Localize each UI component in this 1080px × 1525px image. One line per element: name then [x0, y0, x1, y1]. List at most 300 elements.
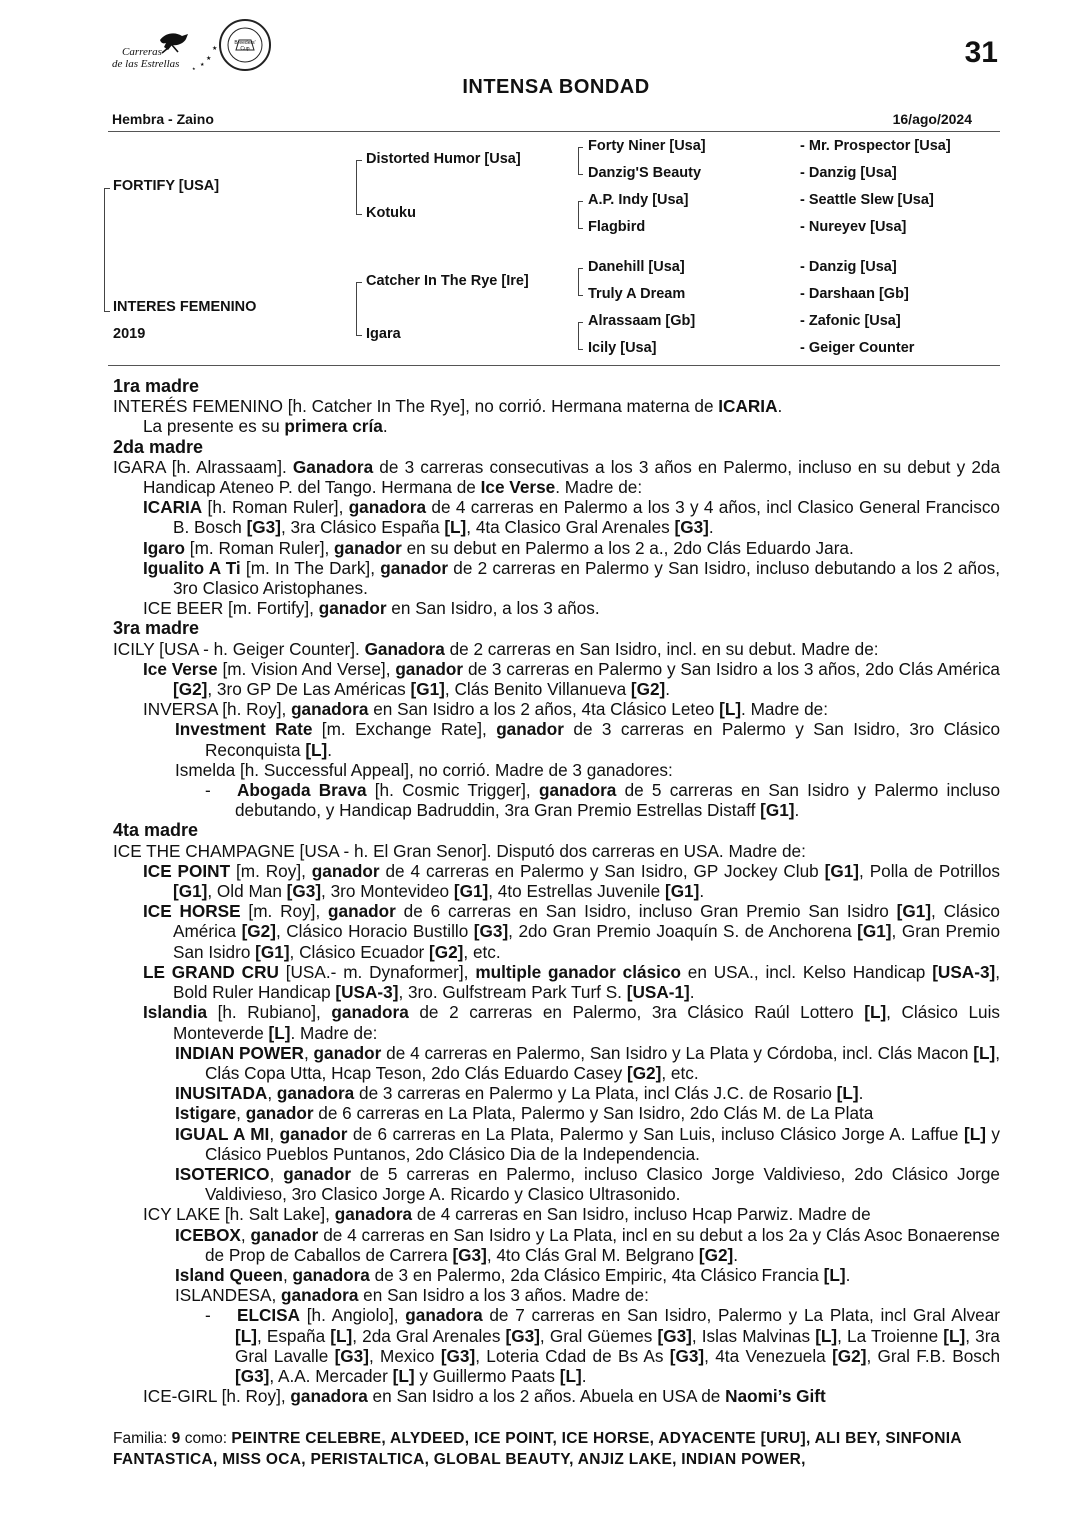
pedigree-dam: INTERES FEMENINO — [113, 299, 257, 315]
text-run: [L] — [836, 1083, 859, 1104]
entry-investment-rate — [113, 719, 1000, 759]
pedigree-line — [356, 282, 357, 335]
text-run: de 2 carreras en Palermo y San Isidro, incluso debutando a los 2 años, 3ro Clasico Aristophanes. — [173, 557, 1001, 599]
text-run: , A.A. Mercader — [269, 1365, 393, 1386]
entry-icy-lake — [113, 1204, 1000, 1224]
pedigree-line — [356, 335, 362, 336]
text-run: de 3 carreras consecutivas a los 3 años en Palermo, incluso en su debut y 2da Handicap Ateneo P. del Tango. Hermana de — [143, 456, 1000, 498]
pedigree-line — [104, 188, 105, 312]
text-run: - — [205, 1305, 211, 1326]
text-run: . — [708, 517, 714, 538]
pedigree-line — [578, 349, 583, 350]
text-run: [h. Rubiano], — [207, 1002, 332, 1023]
text-run: [G1] — [896, 901, 932, 922]
text-run: [L] — [943, 1325, 966, 1346]
pedigree-line — [356, 282, 362, 283]
text-run: [USA-1] — [626, 982, 690, 1003]
text-run: [m. Roy], — [240, 901, 329, 922]
text-run: [USA.- m. Dynaformer], — [278, 961, 476, 982]
entry-istigare — [113, 1103, 1000, 1123]
text-run: Naomi’s Gift — [725, 1386, 826, 1407]
text-run: [G3] — [286, 881, 322, 902]
text-run: de 4 carreras en San Isidro y La Plata, incl en su debut a los 2a y Clás Asoc Bonaerense de Prop de Caballos de Carrera — [205, 1224, 1000, 1265]
pedigree-line — [578, 201, 583, 202]
text-run: , 4to Estrellas Juvenile — [488, 881, 665, 902]
svg-text:★: ★ — [200, 62, 205, 68]
text-run: , Clás Benito Villanueva — [444, 679, 631, 700]
lot-number: 31 — [964, 36, 998, 69]
text-run: [USA-3] — [335, 982, 399, 1003]
pedigree-dsd: Truly A Dream — [588, 286, 686, 302]
pedigree-g3-name: Seattle Slew [Usa] — [808, 192, 934, 208]
text-run: [G1] — [664, 881, 700, 902]
pedigree-g6-name: Darshaan [Gb] — [808, 286, 909, 302]
text-run: Ice Verse — [143, 658, 218, 679]
text-run: [G1] — [857, 921, 892, 942]
text-run: [G2] — [626, 1062, 662, 1083]
pedigree-line — [578, 322, 579, 349]
text-run: . — [733, 1244, 739, 1265]
text-run: La presente es su — [143, 416, 285, 437]
pedigree-g4: - Nureyev [Usa] — [800, 219, 907, 235]
text-run: [L] — [815, 1325, 838, 1346]
text-run: - — [205, 780, 211, 801]
first-dam-produce — [113, 416, 1000, 436]
text-run: [h. Roman Ruler], — [202, 497, 349, 518]
pedigree-g4-name: Nureyev [Usa] — [808, 219, 907, 235]
text-run: en San Isidro a los 2 años, 4ta Clásico Leteo — [368, 699, 720, 720]
pedigree-g1: - Mr. Prospector [Usa] — [800, 138, 951, 154]
text-run: ICY LAKE [h. Salt Lake], — [143, 1204, 335, 1225]
logo-text-estrellas: de las Estrellas — [112, 58, 180, 70]
text-run: [L] — [444, 517, 467, 538]
text-run: [G3] — [669, 1345, 705, 1366]
text-run: , etc. — [661, 1062, 699, 1083]
svg-text:★: ★ — [192, 66, 196, 71]
text-run: ganadora — [281, 1285, 359, 1306]
text-run: [G1] — [453, 881, 489, 902]
entry-ice-girl — [113, 1386, 1000, 1406]
text-run: de 3 carreras en Palermo y San Isidro, 3ro Clásico Reconquista — [205, 719, 1000, 760]
pedigree-line — [104, 311, 110, 312]
text-run: ganadora — [538, 780, 617, 801]
text-run: ganadora — [331, 1002, 409, 1023]
pedigree-dss: Danehill [Usa] — [588, 259, 685, 275]
text-run: ganador — [328, 901, 396, 922]
text-run: [G1] — [255, 941, 290, 962]
text-run: ICE BEER [m. Fortify], — [143, 598, 319, 619]
text-run: de 5 carreras en Palermo, incluso Clasico Jorge Valdivieso, 2do Clásico Jorge Valdivieso, 3ro Clasico Jorge A. Ricardo y Clasico Ultrasonido. — [205, 1163, 1000, 1205]
family-note — [113, 1428, 1003, 1470]
text-run: ISOTERICO — [175, 1163, 270, 1184]
text-run: [L] — [823, 1264, 846, 1285]
second-dam-text — [113, 457, 1000, 497]
pedigree-sdd: Flagbird — [588, 219, 646, 235]
pedigree-line — [578, 295, 583, 296]
text-run: [L] — [963, 1123, 986, 1144]
text-run: de 6 carreras en La Plata, Palermo y San Isidro, 2do Clás M. de La Plata — [313, 1103, 874, 1124]
text-run: Ice Verse — [480, 477, 556, 498]
text-run: , Clásico Horacio Bustillo — [275, 921, 474, 942]
pedigree-g8-name: Geiger Counter — [808, 340, 915, 356]
pedigree-line — [578, 268, 579, 295]
text-run: ICE HORSE — [143, 901, 241, 922]
text-run: INTERÉS FEMENINO [h. Catcher In The Rye], no corrió. Hermana materna de — [113, 396, 719, 417]
pedigree-line — [578, 268, 583, 269]
text-run: . — [794, 800, 800, 821]
text-run: [G1] — [410, 679, 445, 700]
text-run: [G2] — [173, 679, 208, 700]
text-run: de 3 en Palermo, 2da Clásico Empiric, 4ta Clásico Francia — [369, 1264, 824, 1285]
pedigree-sd: Kotuku — [366, 205, 416, 221]
sex-color: Hembra - Zaino — [112, 111, 214, 127]
family-como: como: — [180, 1430, 232, 1447]
text-run: en San Isidro a los 3 años. Madre de: — [358, 1285, 649, 1306]
text-run: , 3ro. Gulfstream Park Turf S. — [398, 982, 627, 1003]
text-run: ICARIA — [143, 497, 203, 518]
produce-record — [113, 376, 1000, 1406]
text-run: , Loteria Cdad de Bs As — [475, 1345, 670, 1366]
text-run: [G3] — [505, 1325, 540, 1346]
text-run: ganadora — [291, 699, 369, 720]
pedigree-dd: Igara — [366, 326, 401, 342]
text-run: . — [665, 679, 671, 700]
text-run: , Clásico Luis Monteverde — [173, 1002, 1000, 1043]
text-run: ELCISA — [237, 1305, 301, 1326]
text-run: en San Isidro a los 2 años. Abuela en USA de — [367, 1386, 726, 1407]
text-run: , Old Man — [207, 881, 287, 902]
text-run: ganadora — [276, 1083, 355, 1104]
pedigree-ds: Catcher In The Rye [Ire] — [366, 273, 529, 289]
text-run: [L] — [719, 699, 742, 720]
text-run: ICEBOX — [175, 1224, 241, 1245]
entry-icebox — [113, 1225, 1000, 1265]
text-run: ICE POINT — [143, 860, 231, 881]
entry-ice-verse — [113, 659, 1000, 699]
text-run: [m. Roman Ruler], — [185, 537, 335, 558]
pedigree-line — [578, 322, 583, 323]
text-run: INVERSA [h. Roy], — [143, 699, 292, 720]
text-run: ganador — [318, 598, 387, 619]
text-run: [G2] — [832, 1345, 867, 1366]
text-run: de 5 carreras en San Isidro y Palermo incluso debutando, y Handicap Badruddin, 3ra Gran Premio Estrellas Distaff — [235, 780, 1000, 821]
text-run: de 4 carreras en Palermo a los 3 y 4 años, incl Clasico General Francisco B. Bosch — [173, 497, 1000, 538]
text-run: [G3] — [334, 1345, 369, 1366]
text-run: [G2] — [698, 1244, 734, 1265]
text-run: de 4 carreras en Palermo y San Isidro, GP Jockey Club — [379, 860, 825, 881]
pedigree-line — [104, 188, 110, 189]
text-run: , Bold Ruler Handicap — [173, 961, 1001, 1003]
text-run: , España — [256, 1325, 331, 1346]
text-run: . Madre de: — [555, 477, 643, 498]
text-run: [USA-3] — [932, 961, 996, 982]
text-run: [G1] — [760, 800, 795, 821]
text-run: ganador — [245, 1103, 314, 1124]
pedigree-line — [356, 160, 357, 214]
text-run: IGUAL A MI — [175, 1123, 270, 1144]
entry-inusitada — [113, 1083, 1000, 1103]
entry-ice-horse — [113, 901, 1000, 962]
entry-igualito — [113, 558, 1000, 598]
text-run: de 7 carreras en San Isidro, Palermo y La Plata, incl Gral Alvear — [482, 1305, 1001, 1326]
text-run: INUSITADA — [175, 1083, 268, 1104]
text-run: en USA., incl. Kelso Handicap — [680, 961, 933, 982]
text-run: [L] — [973, 1042, 996, 1063]
text-run: INDIAN POWER — [175, 1042, 304, 1063]
text-run: ganadora — [292, 1264, 370, 1285]
text-run: , Islas Malvinas — [691, 1325, 816, 1346]
text-run: [G2] — [241, 921, 276, 942]
text-run: primera cría — [284, 416, 383, 437]
text-run: , Polla de Potrillos — [859, 860, 1000, 881]
text-run: [G3] — [657, 1325, 692, 1346]
text-run: , Gral Güemes — [539, 1325, 658, 1346]
text-run: Istigare — [175, 1103, 237, 1124]
text-run: [L] — [864, 1002, 887, 1023]
entry-islandesa — [113, 1285, 1000, 1305]
text-run: ganador — [250, 1224, 319, 1245]
svg-text:★: ★ — [212, 46, 218, 52]
text-run: de 3 carreras en Palermo y San Isidro a los 3 años, 2do Clás América — [463, 658, 1000, 679]
text-run: ganadora — [334, 1204, 413, 1225]
text-run: ICARIA — [718, 396, 778, 417]
text-run: , — [267, 1083, 277, 1104]
text-run: . — [858, 1083, 864, 1104]
text-run: . — [845, 1264, 851, 1285]
pedigree-ssd: Danzig'S Beauty — [588, 165, 702, 181]
text-run: ganador — [283, 1163, 352, 1184]
text-run: de 4 carreras en San Isidro, incluso Hcap Parwiz. Madre de — [412, 1204, 871, 1225]
text-run: , 2do Gran Premio Joaquín S. de Anchorena — [508, 921, 858, 942]
text-run: y Guillermo Paats — [414, 1365, 560, 1386]
entry-abogada-brava — [113, 780, 1000, 820]
pedigree-g3: - Seattle Slew [Usa] — [800, 192, 934, 208]
entry-islandia — [113, 1002, 1000, 1042]
text-run: . — [699, 881, 705, 902]
pedigree-g6: - Darshaan [Gb] — [800, 286, 909, 302]
text-run: Igaro — [143, 537, 186, 558]
text-run: y Clásico Pueblos Puntanos, 2do Clásico Dia de la Independencia. — [205, 1123, 1000, 1164]
pedigree-line — [356, 160, 362, 161]
entry-igual-a-mi — [113, 1124, 1000, 1164]
text-run: . — [581, 1365, 587, 1386]
entry-le-grand-cru — [113, 962, 1000, 1002]
text-run: ganador — [311, 860, 380, 881]
pedigree-g7: - Zafonic [Usa] — [800, 313, 901, 329]
pedigree-sire: FORTIFY [USA] — [113, 178, 220, 194]
text-run: , 3ra Clásico España — [280, 517, 445, 538]
fourth-dam-text: ICE THE CHAMPAGNE [USA - h. El Gran Senor]. Disputó dos carreras en USA. Madre de: — [113, 840, 806, 861]
text-run: [L] — [392, 1365, 415, 1386]
text-run: , 3ro Montevideo — [321, 881, 454, 902]
text-run: , etc. — [463, 941, 501, 962]
first-dam-heading: 1ra madre — [113, 376, 200, 396]
pedigree-dds: Alrassaam [Gb] — [588, 313, 696, 329]
pedigree-ddd: Icily [Usa] — [588, 340, 657, 356]
entry-ice-point — [113, 861, 1000, 901]
text-run: en San Isidro, a los 3 años. — [386, 598, 600, 619]
text-run: , Clásico Ecuador — [289, 941, 430, 962]
text-run: ICILY [USA - h. Geiger Counter]. — [113, 638, 365, 659]
text-run: [G3] — [674, 517, 709, 538]
text-run: Ganadora — [292, 456, 374, 477]
entry-inversa — [113, 699, 1000, 719]
entry-igaro — [113, 538, 1000, 558]
text-run: . — [777, 396, 783, 417]
text-run: , Mexico — [368, 1345, 441, 1366]
fourth-dam-heading: 4ta madre — [113, 820, 199, 841]
pedigree-g5: - Danzig [Usa] — [800, 259, 897, 275]
text-run: [h. Cosmic Trigger], — [366, 780, 539, 801]
text-run: de 6 carreras en La Plata, Palermo y San Luis, incluso Clásico Jorge A. Laffue — [347, 1123, 964, 1144]
text-run: [L] — [235, 1325, 257, 1346]
text-run: [L] — [559, 1365, 582, 1386]
text-run: . — [382, 416, 388, 437]
pedigree-g1-name: Mr. Prospector [Usa] — [808, 138, 951, 154]
horse-name: INTENSA BONDAD — [462, 76, 650, 98]
pedigree-g8: - Geiger Counter — [800, 340, 915, 356]
text-run: IGARA [h. Alrassaam]. — [113, 456, 293, 477]
text-run: ganador — [279, 1123, 348, 1144]
text-run: [m. Exchange Rate], — [312, 719, 497, 740]
text-run: , 2da Gral Arenales — [352, 1325, 506, 1346]
text-run: [m. Roy], — [230, 860, 312, 881]
text-run: [G3] — [452, 1244, 487, 1265]
text-run: [G3] — [473, 921, 509, 942]
text-run: [G2] — [630, 679, 666, 700]
text-run: , Clásico América — [173, 901, 1000, 942]
text-run: de 3 carreras en Palermo y La Plata, incl Clás J.C. de Rosario — [354, 1083, 837, 1104]
text-run: [G3] — [246, 517, 281, 538]
text-run: ganador — [395, 658, 464, 679]
family-number: 9 — [171, 1430, 181, 1447]
pedigree-line — [578, 201, 579, 228]
entry-ice-beer — [113, 598, 1000, 618]
text-run: [G1] — [173, 881, 208, 902]
entry-island-queen — [113, 1265, 1000, 1285]
entry-indian-power — [113, 1043, 1000, 1083]
text-run: . — [327, 739, 333, 760]
text-run: , — [269, 1123, 280, 1144]
text-run: . Madre de: — [290, 1022, 378, 1043]
text-run: ganadora — [405, 1305, 483, 1326]
text-run: Island Queen — [175, 1264, 283, 1285]
text-run: [G3] — [235, 1365, 270, 1386]
pedigree-g7-name: Zafonic [Usa] — [808, 313, 901, 329]
pedigree-year: 2019 — [113, 326, 146, 342]
text-run: Ganadora — [364, 638, 445, 659]
text-run: [G1] — [824, 860, 860, 881]
text-run: [L] — [305, 739, 328, 760]
carreras-logo — [108, 26, 218, 74]
text-run: [L] — [268, 1022, 291, 1043]
pedigree-line — [356, 214, 362, 215]
text-run: de 2 carreras en San Isidro, incl. en su debut. Madre de: — [444, 638, 879, 659]
text-run: , — [282, 1264, 293, 1285]
pedigree-line — [578, 147, 579, 174]
pedigree-sds: A.P. Indy [Usa] — [588, 192, 689, 208]
text-run: , La Troienne — [837, 1325, 944, 1346]
pedigree-bottom-rule — [108, 365, 1000, 366]
text-run: Investment Rate — [175, 719, 313, 740]
third-dam-heading: 3ra madre — [113, 618, 200, 639]
text-run: , — [269, 1163, 284, 1184]
pedigree-g2-name: Danzig [Usa] — [808, 165, 897, 181]
text-run: , 4to Clás Gral M. Belgrano — [486, 1244, 699, 1265]
text-run: [m. In The Dark], — [240, 557, 381, 578]
text-run: , 4ta Clasico Gral Arenales — [466, 517, 675, 538]
family-label: Familia: — [113, 1430, 172, 1447]
text-run: , Clás Copa Utta, Hcap Teson, 2do Clás Eduardo Casey — [205, 1042, 1001, 1083]
text-run: ganador — [380, 557, 449, 578]
text-run: de 2 carreras en Palermo, 3ra Clásico Raúl Lottero — [408, 1002, 865, 1023]
pedigree-g5-name: Danzig [Usa] — [808, 259, 897, 275]
text-run: ganadora — [290, 1386, 368, 1407]
text-run: Igualito A Ti — [143, 557, 241, 578]
text-run: , 4ta Venezuela — [704, 1345, 833, 1366]
entry-isoterico — [113, 1164, 1000, 1204]
entry-icaria — [113, 497, 1000, 537]
text-run: [m. Vision And Verse], — [217, 658, 396, 679]
second-dam-heading: 2da madre — [113, 436, 204, 457]
text-run: multiple ganador clásico — [475, 961, 681, 982]
sale-date: 16/ago/2024 — [892, 111, 972, 127]
text-run: [L] — [330, 1325, 353, 1346]
text-run: ICE-GIRL [h. Roy], — [143, 1386, 291, 1407]
pedigree-sss: Forty Niner [Usa] — [588, 138, 706, 154]
text-run: ISLANDESA, — [175, 1285, 282, 1306]
text-run: [G2] — [429, 941, 464, 962]
text-run: ganador — [334, 537, 402, 558]
third-dam-text — [113, 639, 1000, 659]
text-run: . — [689, 982, 695, 1003]
pedigree-g2: - Danzig [Usa] — [800, 165, 897, 181]
text-run: , 3ra Gral Lavalle — [235, 1325, 1000, 1366]
family-names: PEINTRE CELEBRE, ALYDEED, ICE POINT, ICE HORSE, ADYACENTE [URU], ALI BEY, SINFONIA FANTASTICA, MISS OCA, PERISTALTICA, GLOBAL BEAUTY, ANJIZ LAKE, INDIAN POWER, — [113, 1430, 962, 1468]
pedigree-line — [578, 147, 583, 148]
pedigree-line — [578, 228, 583, 229]
svg-text:★: ★ — [206, 56, 212, 62]
text-run: ganador — [496, 719, 564, 740]
text-run: de 4 carreras en Palermo, San Isidro y La Plata y Córdoba, incl. Clás Macon — [381, 1042, 974, 1063]
text-run: Abogada Brava — [237, 780, 367, 801]
text-run: , Gran Premio San Isidro — [173, 921, 1001, 962]
text-run: LE GRAND CRU — [143, 961, 279, 982]
text-run: ganador — [313, 1042, 382, 1063]
pedigree-ss: Distorted Humor [Usa] — [366, 151, 521, 167]
text-run: , — [303, 1042, 314, 1063]
header-rule — [108, 131, 1000, 132]
text-run: , Gral F.B. Bosch — [866, 1345, 1001, 1366]
text-run: ganadora — [348, 497, 427, 518]
text-run: [G3] — [440, 1345, 476, 1366]
text-run: [h. Angiolo], — [300, 1305, 406, 1326]
text-run: . Madre de: — [741, 699, 828, 720]
text-run: , — [236, 1103, 246, 1124]
text-run: , 3ro GP De Las Américas — [207, 679, 411, 700]
text-run: , — [240, 1224, 251, 1245]
breeders-cup-logo — [218, 18, 272, 72]
logo-text-carreras: Carreras — [122, 46, 162, 58]
pedigree-line — [578, 174, 583, 175]
text-run: en su debut en Palermo a los 2 a., 2do Clás Eduardo Jara. — [401, 537, 854, 558]
entry-ismelda: Ismelda [h. Successful Appeal], no corrió. Madre de 3 ganadores: — [175, 759, 673, 780]
first-dam-text — [113, 396, 1000, 416]
text-run: de 6 carreras en San Isidro, incluso Gran Premio San Isidro — [395, 901, 897, 922]
logo2-text: Breeders' Cup — [234, 40, 256, 52]
entry-elcisa — [113, 1305, 1000, 1386]
text-run: Islandia — [143, 1002, 207, 1023]
